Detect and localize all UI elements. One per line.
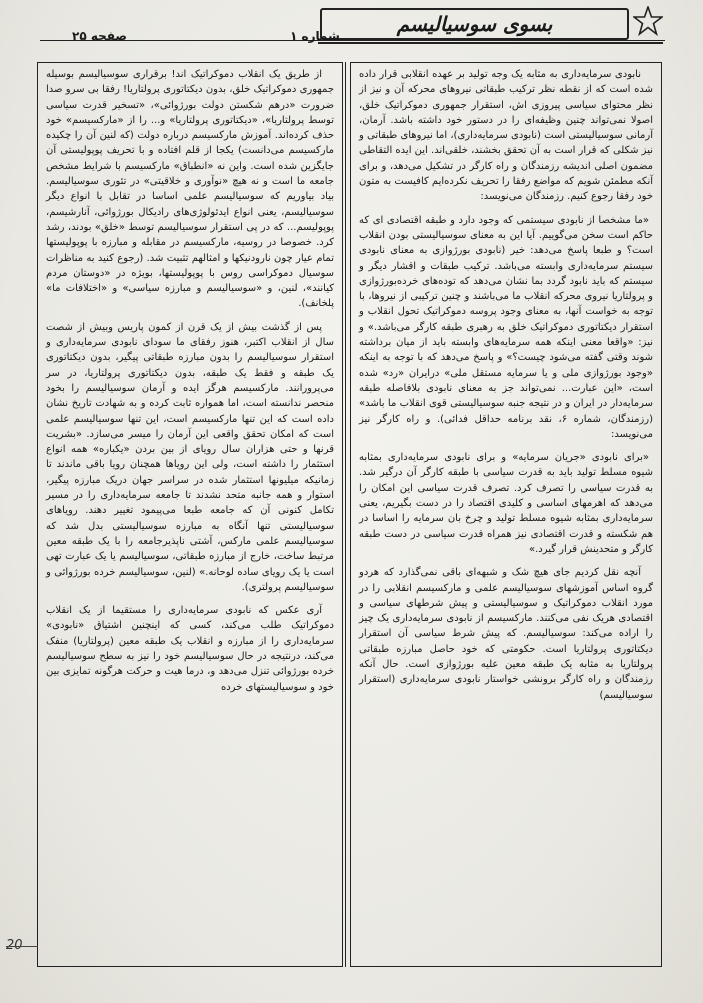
margin-mark	[6, 946, 38, 947]
column-divider	[345, 62, 346, 967]
issue-number: شماره ۱	[290, 29, 340, 43]
right-paragraph-2: «ما مشخصا از نابودی سیستمی که وجود دارد و طبقه اقتصادی ای که حاکم است سخن می‌گوییم. آیا این به معنای سوسیالیستی بودن انقلاب است؟ و طبعا پاسخ می‌دهد: خیر (نابودی بورژوازی به معنای نابودی سیستم سرمایه‌داری وابسته می‌باشد. ترکیب طبقات و اقشار دیگر و سیستم که باید نابود گردد بما نشان می‌دهد که توده‌های خرده‌بورژوازی و پرولتاریا نیروی محرکه انقلاب ما می‌باشند و چنین ترکیبی از نیروها، با توجه به خواست آنها، به معنای وجود پروسه دموکراتیک تحول انقلاب و استقرار دیکتاتوری دموکراتیک خلق به رهبری طبقه کارگر می‌باشد.» و نیز: «واقعا معنی اینکه همه سرمایه‌های وابسته باید از میان برداشته شوند وقتی گفته می‌شود چیست؟» و پاسخ می‌دهد که با توجه به اینکه «وجود بورژوازی ملی و یا سرمایه مستقل ملی» درایران «رد» شده است، «این عبارت... نمی‌تواند جز به معنای نابودی بلافاصله طبقه سرمایه‌دار در ایران و در نتیجه جنبه سوسیالیستی قوی انقلاب ما باشد» (رزمندگان، شماره ۶، نقد برنامه حداقل فدائی). و راه کارگر نیز می‌نویسد:	[359, 214, 653, 440]
right-paragraph-3: «برای نابودی «جریان سرمایه» و برای نابودی سرمایه‌داری بمثابه شیوه مسلط تولید باید به قدرت سیاسی با طبقه کارگر آن درگیر شد. به قدرت سیاسی را تصرف کرد. تصرف قدرت سیاسی این امکان را می‌دهد که اهرمهای اساسی و کلیدی اقتصاد را در دست بگیریم، یعنی سرمایه‌داری بمثابه شیوه مسلط تولید و چرخ بان سرمایه را اساسا در هم شکسته و قدرت اقتصادی نیز همراه قدرت سیاسی در دست طبقه کارگر و متحدینش قرار گیرد.»	[359, 452, 653, 555]
left-paragraph-2: پس از گذشت بیش از یک قرن از کمون پاریس وبیش از شصت سال از انقلاب اکتبر، هنوز رفقای ما سودای نابودی سرمایه‌داری و استقرار سوسیالیسم را بدون مبارزه طبقاتی پیگیر، بدون دیکتاتوری یک طبقه و فقط یک طبقه، بدون دیکتاتوری پرولتاریا، در سر می‌پرورانند. مارکسیسم هرگز ایده و آرمان سوسیالیسم را بخود منحصر ندانسته است، اما همواره ثابت کرده و به شهادت تاریخ نشان داده است که این تنها مارکسیسم است، این تنها سوسیالیسم علمی است که امکان تحقق واقعی این آرمان را میسر می‌سازد. «بشریت قرنها و حتی هزاران سال رویای از بین بردن «یکباره» همه انواع استثمار را داشته است، ولی این رویاها همچنان رویا باقی ماندند تا زمانیکه میلیونها استثمار شده در سراسر جهان دریک مبارزه پیگیر، استوار و همه جانبه متحد نشدند تا جامعه سرمایه‌داری را در مسیر تکامل کنونی آن که جامعه طبعا می‌پیمود تغییر دهند. رویاهای سوسیالیستی تنها آنگاه به مبارزه سوسیالیستی بدل شد که سوسیالیسم علمی مارکس، آشتی ناپذیرجامعه را با یک طبقه معین مرتبط ساخت، خارج از مبارزه طبقاتی، سوسیالیسم یا یک عبارت تهی است یا یک رویای ساده لوحانه.» (لنین، سوسیالیسم خرده بورژوائی و سوسیالیسم پرولتری).	[46, 321, 334, 593]
left-paragraph-3: آری عکس که نابودی سرمایه‌داری را مستقیما از یک انقلاب دموکراتیک طلب می‌کند، کسی که اینچنین اشتیاق «نابودی» سرمایه‌داری را از مبارزه و انقلاب یک طبقه معین (پرولتاریا) منفک می‌کند، درنتیجه در حال سوسیالیسم خود را نیز به سطح سوسیالیسم خرده بورژوائی تنزل می‌دهد و، درما هیت و حرکت هرگونه تمایزی بین خود و سوسیالیستهای خرده	[46, 605, 334, 693]
right-column	[350, 62, 662, 967]
header-rule	[40, 40, 665, 41]
masthead	[318, 6, 663, 44]
left-column	[37, 62, 343, 967]
page-number: صفحه ۲۵	[72, 29, 127, 43]
right-paragraph-1: نابودی سرمایه‌داری به مثابه یک وجه تولید بر عهده انقلابی قرار داده شده است که از نقطه نظر ترکیب طبقاتی نیروهای محرکه آن و نیز از نظر محتوای سیاسی پیروزی اش، استقرار جمهوری دموکراتیک خلق، اصولا نمی‌تواند چنین وظیفه‌ای را در دستور خود داشته باشد. آرمان، آرمانی سوسیالیستی است (نابودی سرمایه‌داری)، اما نیروهای طبقاتی و نیز شکلی که قرار است به آن تحقق بخشند، خلقی‌اند. این ایده التقاطی مضمون اصلی اندیشه رزمندگان و راه کارگر در تشکیل می‌دهد، و برای آنکه مطمئن شویم که مواضع رفقا را تحریف نکرده‌ایم کافیست به متون خود رفقا رجوع کنیم. رزمندگان می‌نویسد:	[359, 69, 653, 203]
handwritten-margin-note: 20	[6, 938, 23, 953]
publication-logo: بسوی سوسیالیسم	[320, 8, 629, 40]
left-paragraph-1: از طریق یک انقلاب دموکراتیک اند! برقراری سوسیالیسم بوسیله جمهوری دموکراتیک خلق، بدون دیکتاتوری پرولتاریا! رفقا بی سرو صدا ضرورت «درهم شکستن دولت بورژوائی»، «تسخیر قدرت سیاسی توسط پرولتاریا»، «دیکتاتوری پرولتاریا» و... را از «مارکسیسم» خود حذف کرده‌اند. آموزش مارکسیسم درباره دولت (که لنین آن را چکیده مارکسیسم می‌دانست) یکجا از قلم افتاده و با تحریف پوپولیستی آن جایگزین شده است. واین نه «انطباق» مارکسیسم با شرایط مشخص جامعه ما است و نه هیچ «نوآوری و خلاقیتی» در تئوری سوسیالیسم. بیاد بیاوریم که سوسیالیسم علمی اساسا در تقابل با انواع دیگر سوسیالیسم، یعنی انواع ایدئولوژی‌های رادیکال بورژوائی، آنارشیسم، پوپولیسم... که در پی استقرار سوسیالیسم توسط «خلق» بودند، رشد کرد. خصوصا در روسیه، مارکسیسم در مقابله و مبارزه با پوپولیستها تمام عیار چون نارودنیکها و امثالهم تثبیت شد. (رجوع کنید به مناظرات سوسیال دموکراسی روس با پوپولیستها، بویژه در «دوستان مردم کیانند»، لنین، و «سوسیالیسم و مبارزه سیاسی» و «اختلافات ما» پلخانف).	[46, 69, 334, 310]
star-icon	[633, 6, 663, 36]
right-paragraph-4: آنچه نقل کردیم جای هیچ شک و شبهه‌ای باقی نمی‌گذارد که هردو گروه اساس آموزشهای سوسیالیسم علمی و مارکسیسم انقلابی را در مورد انقلاب دموکراتیک و سوسیالیستی و پیش شرطهای سیاسی و اقتصادی هریک نفی می‌کنند. مارکسیسم از نابودی سرمایه‌داری یک چیز را اراده می‌کند: سوسیالیسم. که پیش شرط سیاسی آن استقرار دیکتاتوری پرولتاریا است. حکومتی که خود حاصل مبارزه طبقاتی پرولتاریا به مثابه یک طبقه معین علیه بورژوازی است. حال آنکه رزمندگان و راه کارگر برونشی خواستار نابودی سرمایه‌داری (استقرار سوسیالیسم)	[359, 567, 653, 701]
